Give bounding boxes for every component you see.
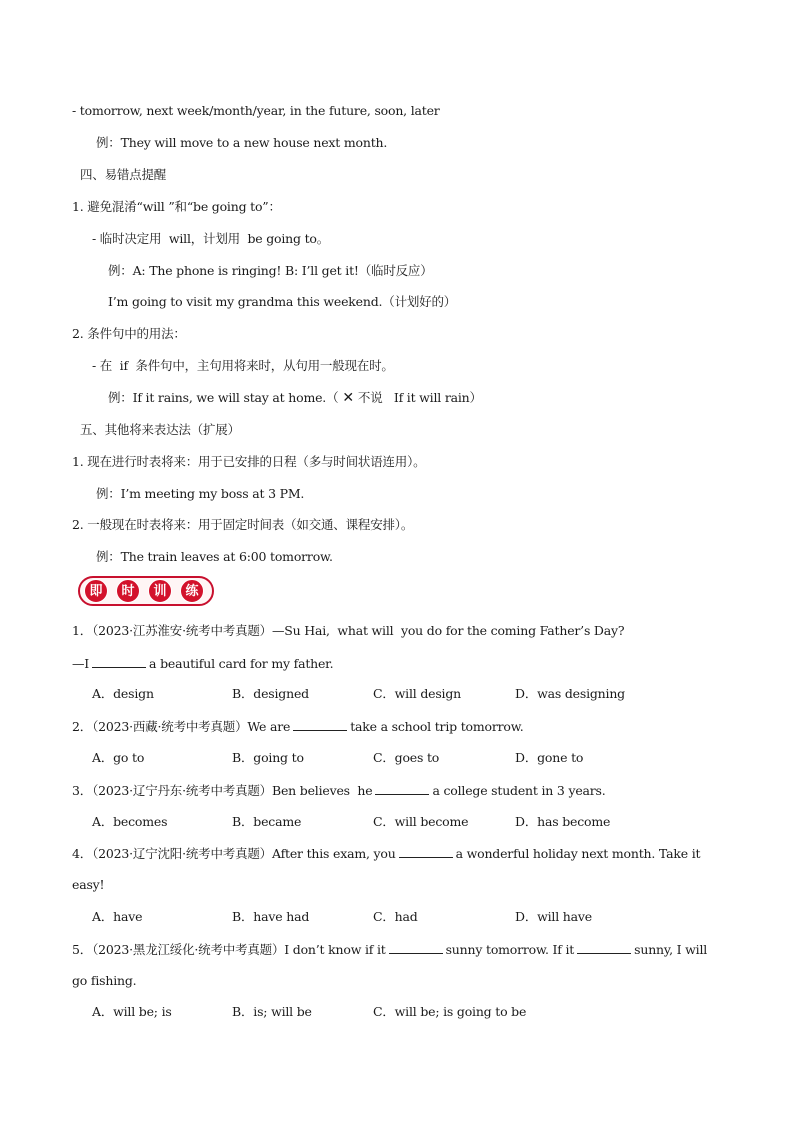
- question-3-stem: 3．（2023·辽宁丹东·统考中考真题）Ben believes he a college student in 3 years.: [72, 783, 606, 798]
- question-1-line-2: —I a beautiful card for my father.: [72, 656, 334, 671]
- time-markers-line: - tomorrow, next week/month/year, in the future, soon, later: [72, 103, 440, 118]
- point-2-title: 2. 条件句中的用法：: [72, 326, 186, 341]
- question-1-option-c[interactable]: C．will design: [373, 686, 461, 701]
- question-5-stem: 5．（2023·黑龙江绥化·统考中考真题）I don’t know if it sunny tomorrow. If it sunny, I will: [72, 942, 708, 957]
- question-3-option-a[interactable]: A．becomes: [92, 814, 168, 829]
- badge-char: 时: [116, 579, 140, 603]
- section-5-heading: 五、其他将来表达法（扩展）: [80, 422, 240, 437]
- answer-blank[interactable]: [293, 718, 347, 731]
- question-5-option-b[interactable]: B．is; will be: [232, 1004, 312, 1019]
- question-5-line-2: go fishing.: [72, 973, 137, 988]
- question-1-stem: 1．（2023·江苏淮安·统考中考真题）—Su Hai, what will you do for the coming Father’s Day?: [72, 623, 625, 638]
- badge-char: 即: [84, 579, 108, 603]
- point-2-example: 例：If it rains, we will stay at home.（ ✕ 不说 If it will rain）: [108, 390, 482, 406]
- question-4-option-b[interactable]: B．have had: [232, 909, 310, 924]
- answer-blank[interactable]: [92, 655, 146, 668]
- point-1-example-2: I’m going to visit my grandma this weekend.（计划好的）: [108, 294, 457, 309]
- section-5-item-1: 1. 现在进行时表将来：用于已安排的日程（多与时间状语连用）。: [72, 454, 426, 469]
- question-4-line-2: easy!: [72, 877, 105, 892]
- question-4-stem: 4．（2023·辽宁沈阳·统考中考真题）After this exam, you a wonderful holiday next month. Take it: [72, 846, 701, 861]
- point-2-rule: - 在 if 条件句中，主句用将来时，从句用一般现在时。: [92, 358, 394, 373]
- answer-blank[interactable]: [375, 782, 429, 795]
- question-3-option-d[interactable]: D．has become: [515, 814, 611, 829]
- question-2-option-a[interactable]: A．go to: [92, 750, 145, 765]
- question-2-option-d[interactable]: D．gone to: [515, 750, 584, 765]
- badge-char: 训: [148, 579, 172, 603]
- badge-char: 练: [180, 579, 204, 603]
- section-4-heading: 四、易错点提醒: [80, 167, 167, 182]
- section-5-item-1-example: 例：I’m meeting my boss at 3 PM.: [96, 486, 305, 501]
- point-1-title: 1. 避免混淆“will ”和“be going to”：: [72, 199, 281, 214]
- question-5-option-a[interactable]: A．will be; is: [92, 1004, 172, 1019]
- question-4-option-c[interactable]: C．had: [373, 909, 418, 924]
- point-1-example-1: 例：A: The phone is ringing! B: I’ll get it!（临时反应）: [108, 263, 433, 278]
- time-example-line: 例：They will move to a new house next month.: [96, 135, 388, 150]
- question-4-option-a[interactable]: A．have: [92, 909, 143, 924]
- question-2-option-b[interactable]: B．going to: [232, 750, 304, 765]
- answer-blank[interactable]: [399, 845, 453, 858]
- answer-blank[interactable]: [577, 941, 631, 954]
- section-5-item-2: 2. 一般现在时表将来：用于固定时间表（如交通、课程安排）。: [72, 517, 414, 532]
- question-2-stem: 2．（2023·西藏·统考中考真题）We are take a school trip tomorrow.: [72, 719, 524, 734]
- question-5-option-c[interactable]: C．will be; is going to be: [373, 1004, 527, 1019]
- cross-mark-icon: ✕: [342, 390, 354, 406]
- question-1-option-b[interactable]: B．designed: [232, 686, 309, 701]
- answer-blank[interactable]: [389, 941, 443, 954]
- question-4-option-d[interactable]: D．will have: [515, 909, 592, 924]
- point-1-rule: - 临时决定用 will，计划用 be going to。: [92, 231, 330, 246]
- question-2-option-c[interactable]: C．goes to: [373, 750, 440, 765]
- question-3-option-c[interactable]: C．will become: [373, 814, 469, 829]
- section-5-item-2-example: 例：The train leaves at 6:00 tomorrow.: [96, 549, 333, 564]
- question-1-option-a[interactable]: A．design: [92, 686, 154, 701]
- question-3-option-b[interactable]: B．became: [232, 814, 302, 829]
- question-1-option-d[interactable]: D．was designing: [515, 686, 625, 701]
